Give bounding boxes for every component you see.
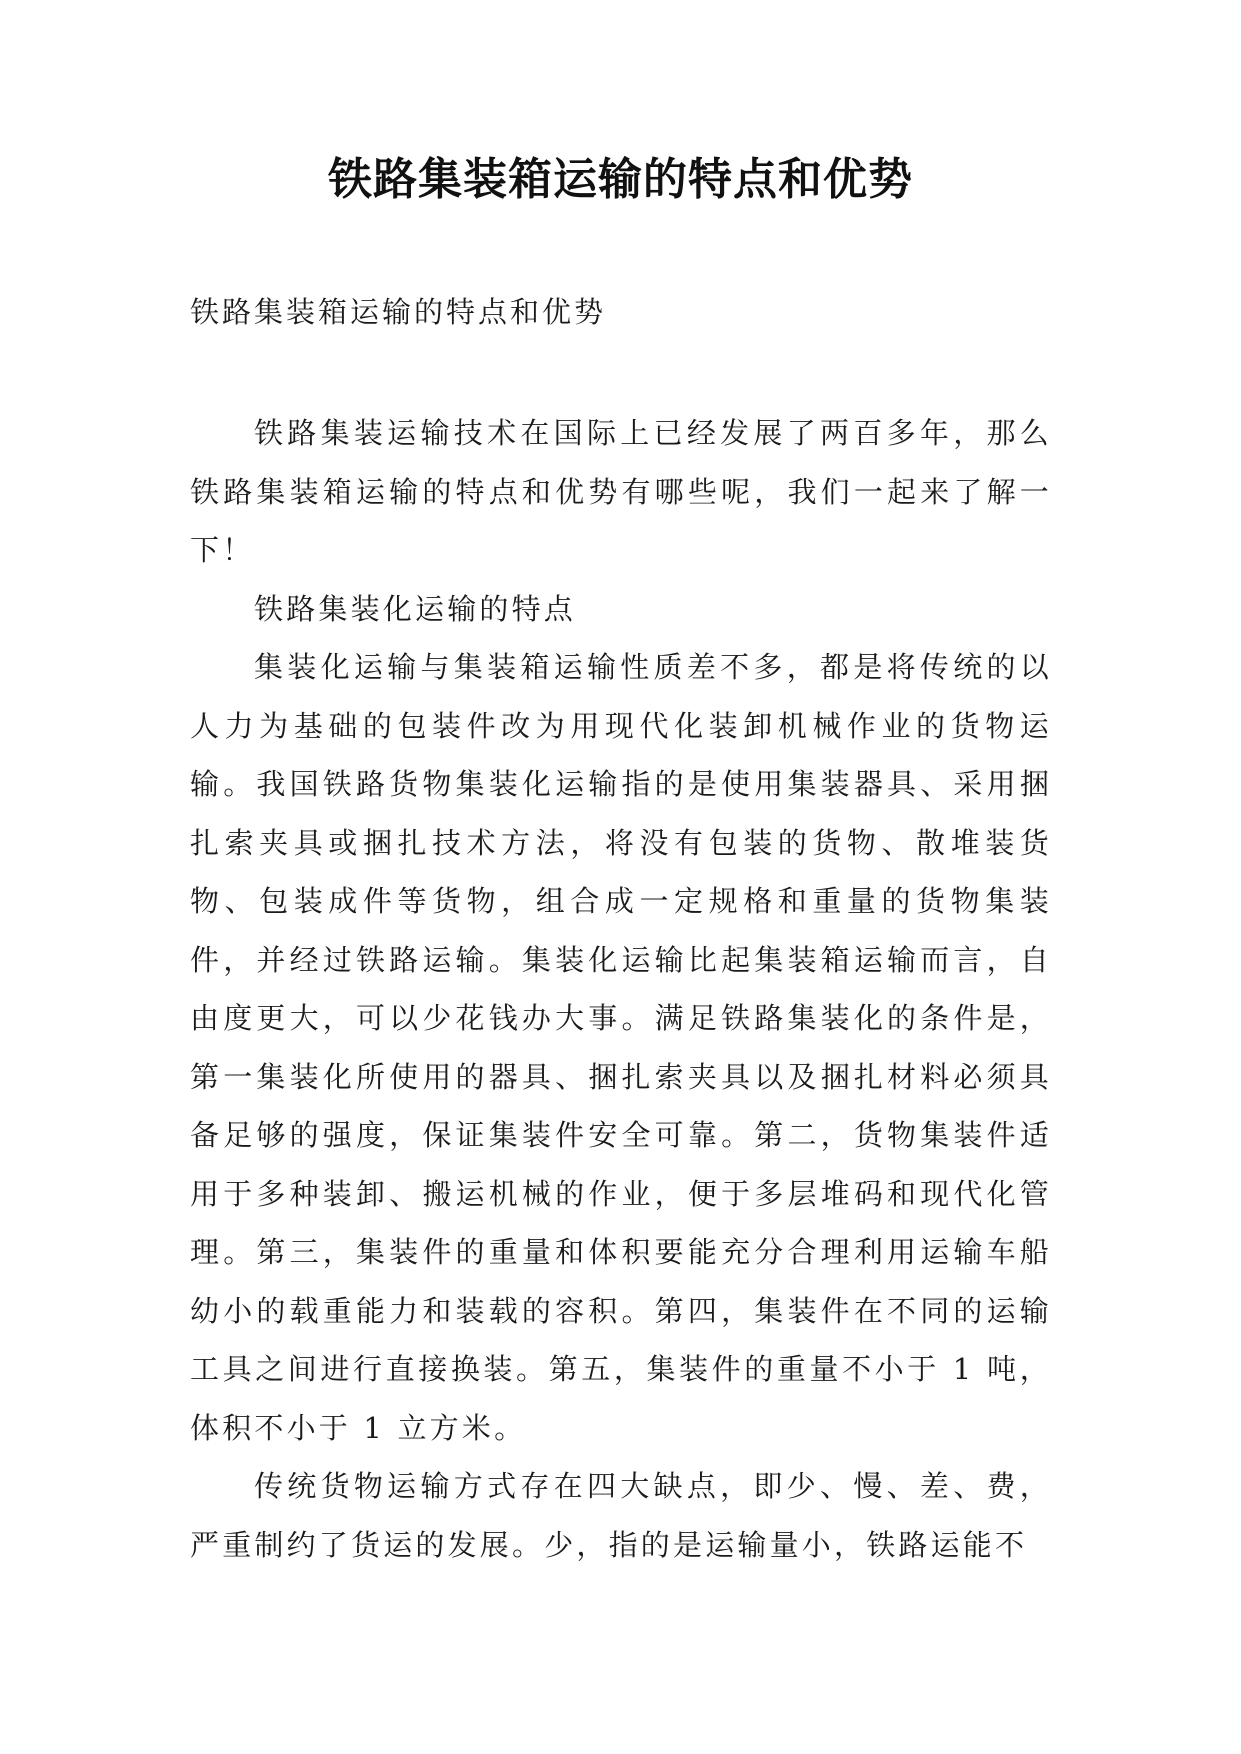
- paragraph-traditional: 传统货物运输方式存在四大缺点，即少、慢、差、费，严重制约了货运的发展。少，指的是运输量小，铁路运能不: [190, 1469, 1052, 1562]
- paragraph-features: 集装化运输与集装箱运输性质差不多，都是将传统的以人力为基础的包装件改为用现代化装卸机械作业的货物运输。我国铁路货物集装化运输指的是使用集装器具、采用捆扎索夹具或捆扎技术方法，将没有包装的货物、散堆装货物、包装成件等货物，组合成一定规格和重量的货物集装件，并经过铁路运输。集装化运输比起集装箱运输而言，自由度更大，可以少花钱办大事。满足铁路集装化的条件是，第一集装化所使用的器具、捆扎索夹具以及捆扎材料必须具备足够的强度，保证集装件安全可靠。第二，货物集装件适用于多种装卸、搬运机械的作业，便于多层堆码和现代化管理。第三，集装件的重量和体积要能充分合理利用运输车船幼小的载重能力和装载的容积。第四，集装件在不同的运输工具之间进行直接换装。第五，集装件的重量不小于 1 吨，体积不小于 1 立方米。: [190, 650, 1052, 1445]
- paragraph-intro: 铁路集装运输技术在国际上已经发展了两百多年，那么铁路集装箱运输的特点和优势有哪些呢，我们一起来了解一下！: [190, 416, 1052, 567]
- paragraph-heading-features: 铁路集装化运输的特点: [254, 591, 577, 626]
- document-body: [190, 404, 1052, 1574]
- document-title: 铁路集装箱运输的特点和优势: [328, 154, 913, 205]
- document-subtitle: 铁路集装箱运输的特点和优势: [190, 295, 607, 329]
